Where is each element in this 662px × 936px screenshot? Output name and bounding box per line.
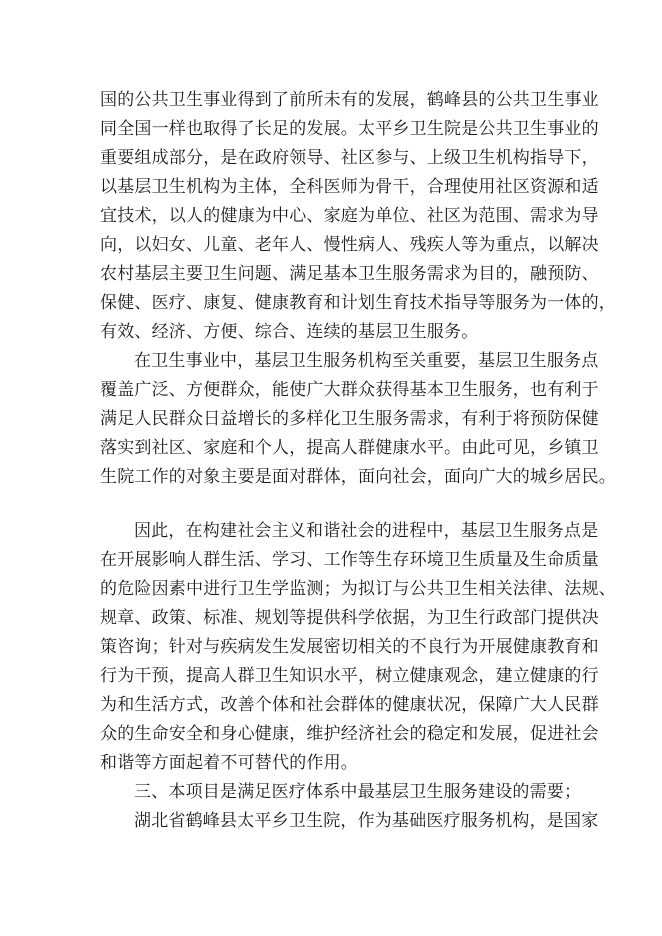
- p3-line-1: 因此，在构建社会主义和谐社会的进程中，基层卫生服务点是: [134, 521, 599, 541]
- p2-line-5: 生院工作的对象主要是面对群体，面向社会，面向广大的城乡居民。: [100, 467, 616, 487]
- p3-line-8: 众的生命安全和身心健康，维护经济社会的稳定和发展，促进社会: [100, 724, 599, 744]
- p3-line-6: 行为干预，提高人群卫生知识水平，树立健康观念，建立健康的行: [100, 666, 599, 686]
- p3-line-4: 规章、政策、标准、规划等提供科学依据，为卫生行政部门提供决: [100, 608, 599, 628]
- p1-line-1: 国的公共卫生事业得到了前所未有的发展，鹤峰县的公共卫生事业: [100, 90, 599, 110]
- p3-line-5: 策咨询；针对与疾病发生发展密切相关的不良行为开展健康教育和: [100, 637, 599, 657]
- p3-line-3: 的危险因素中进行卫生学监测；为拟订与公共卫生相关法律、法规、: [100, 579, 616, 599]
- p3-line-2: 在开展影响人群生活、学习、工作等生存环境卫生质量及生命质量: [100, 550, 599, 570]
- p1-line-8: 保健、医疗、康复、健康教育和计划生育技术指导等服务为一体的，: [100, 293, 616, 313]
- p1-line-3: 重要组成部分，是在政府领导、社区参与、上级卫生机构指导下，: [100, 148, 599, 168]
- p1-line-2: 同全国一样也取得了长足的发展。太平乡卫生院是公共卫生事业的: [100, 119, 599, 139]
- p1-line-4: 以基层卫生机构为主体，全科医师为骨干，合理使用社区资源和适: [100, 177, 599, 197]
- p2-line-3: 满足人民群众日益增长的多样化卫生服务需求，有利于将预防保健: [100, 409, 599, 429]
- section-heading-three: 三、本项目是满足医疗体系中最基层卫生服务建设的需要；: [134, 782, 582, 802]
- p1-line-9: 有效、经济、方便、综合、连续的基层卫生服务。: [100, 322, 479, 342]
- p3-line-9: 和谐等方面起着不可替代的作用。: [100, 753, 358, 773]
- p5-line-1: 湖北省鹤峰县太平乡卫生院，作为基础医疗服务机构，是国家: [134, 811, 599, 831]
- p2-line-4: 落实到社区、家庭和个人，提高人群健康水平。由此可见，乡镇卫: [100, 438, 599, 458]
- p2-line-2: 覆盖广泛、方便群众，能使广大群众获得基本卫生服务，也有利于: [100, 380, 599, 400]
- p1-line-6: 向，以妇女、儿童、老年人、慢性病人、残疾人等为重点，以解决: [100, 235, 599, 255]
- p2-line-1: 在卫生事业中，基层卫生服务机构至关重要，基层卫生服务点: [134, 351, 599, 371]
- p3-line-7: 为和生活方式，改善个体和社会群体的健康状况，保障广大人民群: [100, 695, 599, 715]
- p1-line-7: 农村基层主要卫生问题、满足基本卫生服务需求为目的，融预防、: [100, 264, 599, 284]
- p1-line-5: 宜技术，以人的健康为中心、家庭为单位、社区为范围、需求为导: [100, 206, 599, 226]
